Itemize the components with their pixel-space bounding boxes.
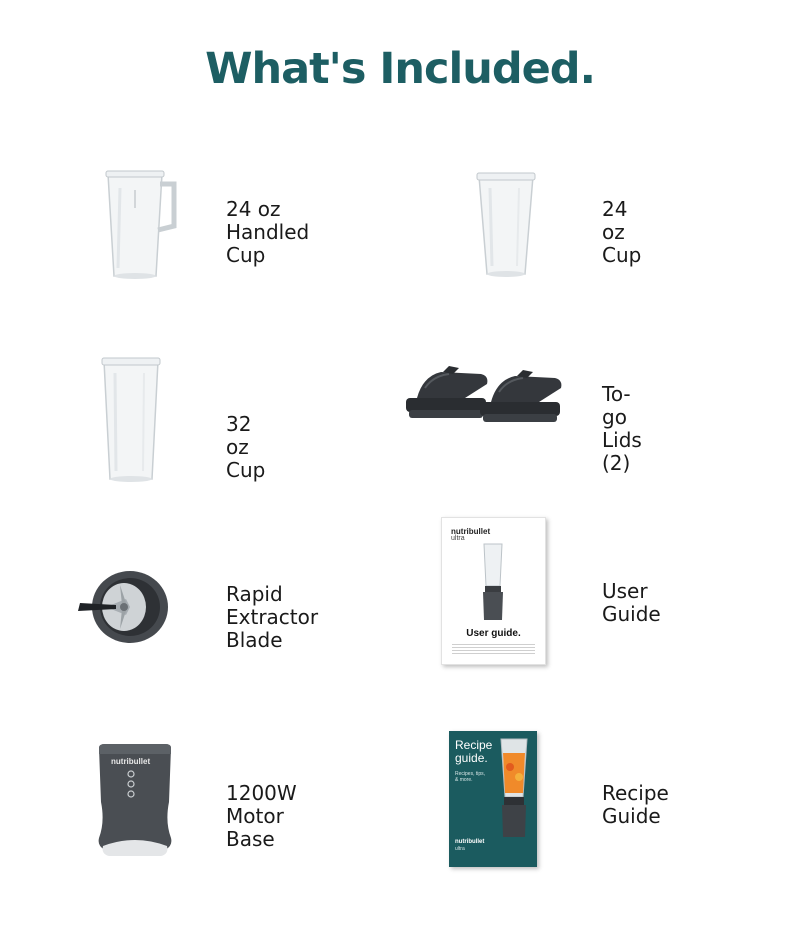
guide-brand: nutribullet	[451, 527, 491, 536]
recipe-model: ultra	[455, 846, 465, 852]
item-label: 1200W Motor Base	[226, 781, 297, 851]
blender-image	[478, 542, 508, 622]
handled-cup-icon	[100, 168, 180, 283]
item-label: 24 oz Cup	[602, 197, 642, 267]
page-title: What's Included.	[205, 44, 595, 94]
extractor-blade-icon	[76, 563, 172, 653]
item-label: Rapid Extractor Blade	[226, 582, 319, 652]
to-go-lids-icon	[403, 362, 573, 432]
blender-image	[495, 737, 533, 841]
cup-icon	[475, 170, 537, 280]
recipe-subtitle: Recipes, tips, & more.	[455, 771, 486, 783]
recipe-cover-title: Recipe guide.	[455, 738, 493, 765]
motor-base-icon	[95, 742, 175, 860]
recipe-brand: nutribullet	[455, 839, 485, 845]
guide-model: ultra	[451, 535, 465, 542]
tall-cup-icon	[100, 355, 162, 485]
item-label: To-go Lids (2)	[602, 382, 642, 475]
item-label: 32 oz Cup	[226, 412, 266, 482]
item-label: Recipe Guide	[602, 781, 669, 828]
item-label: User Guide	[602, 579, 661, 626]
item-label: 24 oz Handled Cup	[226, 197, 310, 267]
motor-brand: nutribullet	[111, 757, 151, 766]
guide-cover-title: User guide.	[466, 628, 521, 639]
recipe-guide-icon	[449, 731, 537, 867]
guide-fine-print	[452, 644, 535, 654]
user-guide-icon	[441, 517, 546, 665]
